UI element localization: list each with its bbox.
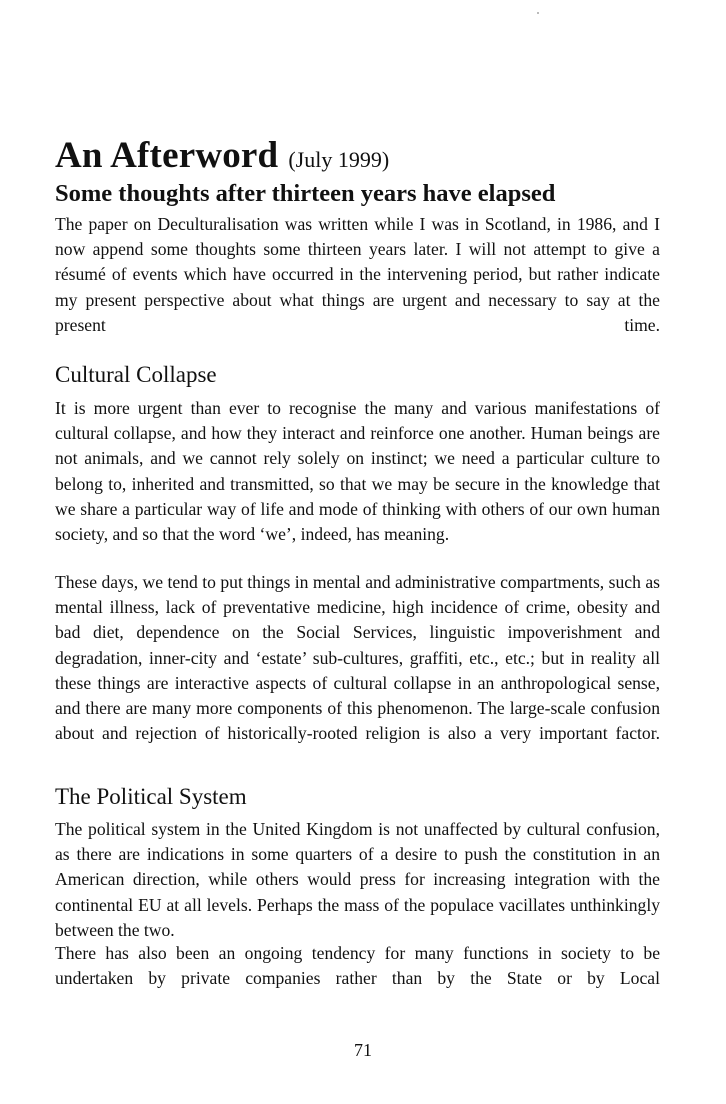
political-system-paragraph-1: The political system in the United Kingdom is not unaffected by cultural confusion, as there are indications in some quarters of a desire to push the constitution in an American direction, while others would press for increasing integration with the continental EU at all levels. Perhaps the mass of the populace vacillates unthinkingly between the two. — [55, 819, 660, 940]
section-heading-cultural-collapse: Cultural Collapse — [55, 362, 217, 387]
cultural-collapse-paragraph-1: It is more urgent than ever to recognise the many and various manifestations of cultural collapse, and how they interact and reinforce one another. Human beings are not animals, and we cannot rely solely on instinct; we need a particular culture to belong to, inherited and transmitted, so that we may be secure in the knowledge that we share a particular way of life and mode of thinking with others of our own human society, and so that the word ‘we’, indeed, has meaning. — [55, 398, 660, 545]
title-line — [55, 134, 389, 177]
page-title: An Afterword — [55, 135, 279, 176]
scan-speck — [537, 12, 539, 14]
section-heading-political-system: The Political System — [55, 784, 247, 809]
title-date: (July 1999) — [288, 147, 390, 172]
page-subtitle: Some thoughts after thirteen years have elapsed — [55, 180, 556, 207]
political-system-paragraph-2: There has also been an ongoing tendency for many functions in society to be undertaken by private companies rather than by the State or by Local — [55, 943, 660, 989]
intro-paragraph: The paper on Deculturalisation was written while I was in Scotland, in 1986, and I now append some thoughts some thirteen years later. I will not attempt to give a résumé of events which have occurred in the intervening period, but rather indicate my present perspective about what things are urgent and necessary to say at the present time. — [55, 214, 660, 335]
page-number: 71 — [354, 1040, 372, 1060]
cultural-collapse-paragraph-2: These days, we tend to put things in mental and administrative compartments, such as mental illness, lack of preventative medicine, high incidence of crime, obesity and bad diet, dependence on the Social Services, linguistic impoverishment and degradation, inner-city and ‘estate’ sub-cultures, graffiti, etc., etc.; but in reality all these things are interactive aspects of cultural collapse in an anthropological sense, and there are many more components of this phenomenon. The large-scale confusion about and rejection of historically-rooted religion is also a very important factor. — [55, 572, 660, 744]
